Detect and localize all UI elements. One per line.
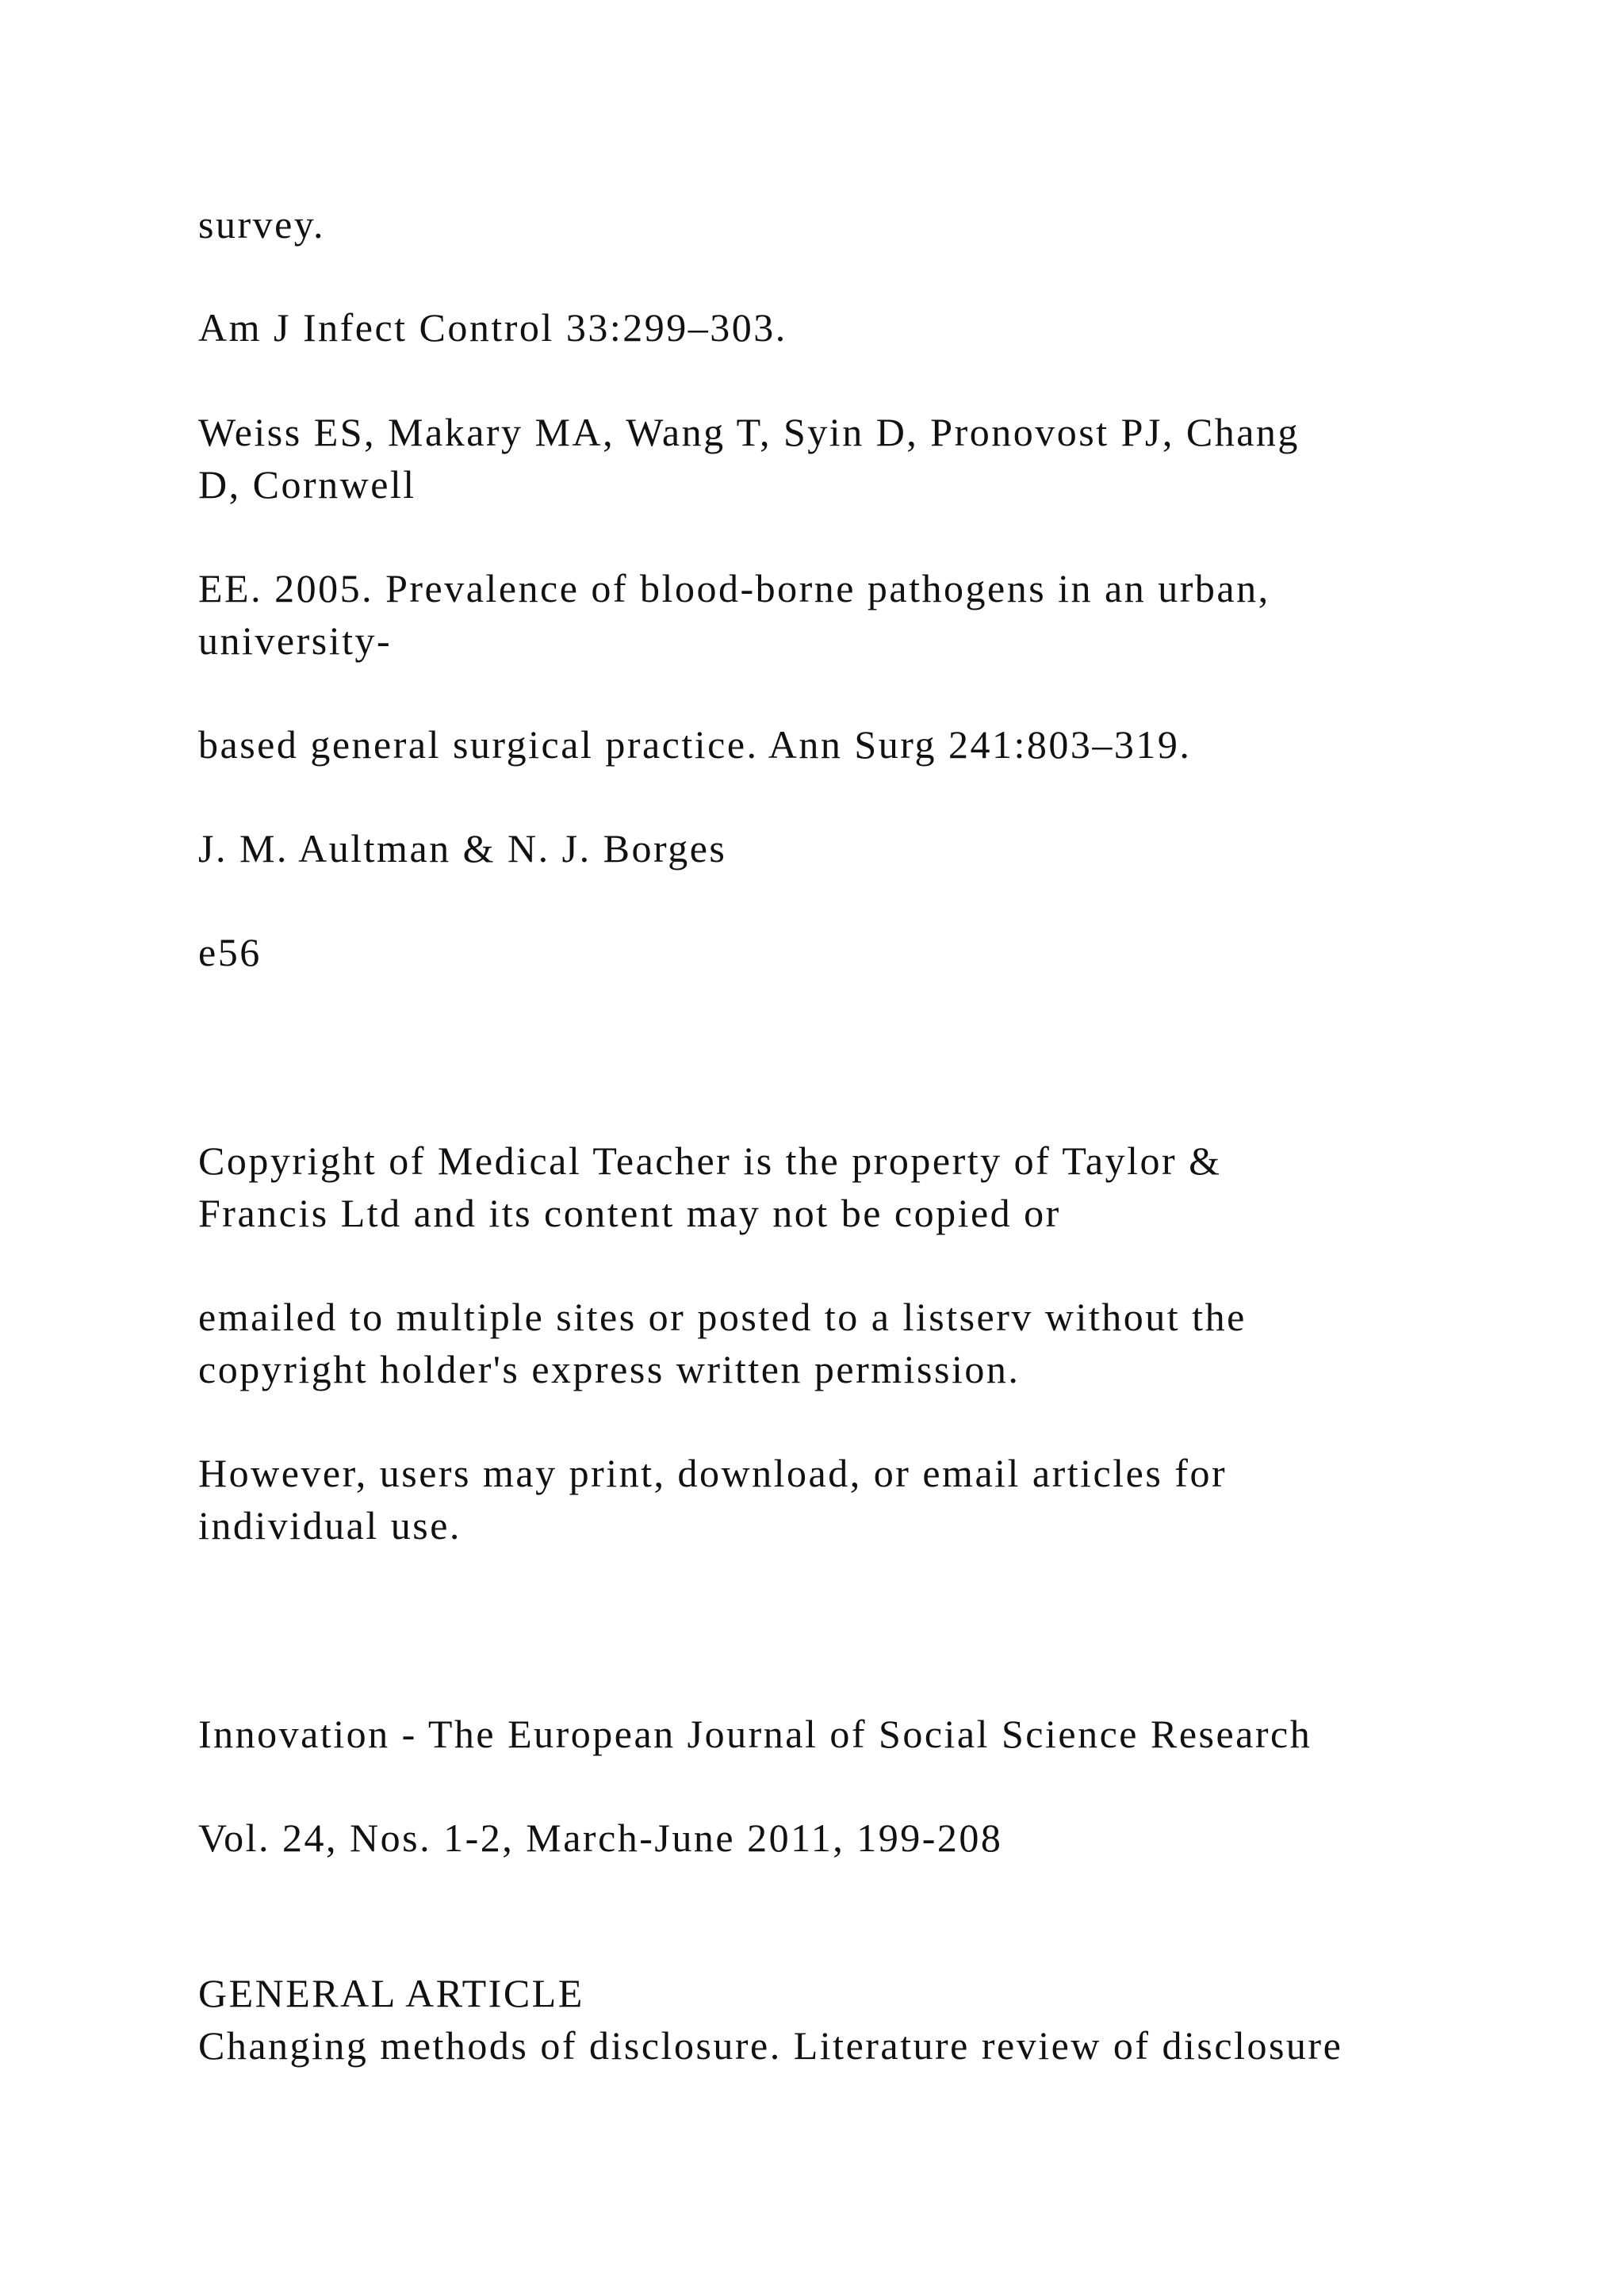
copyright-notice-line: individual use. xyxy=(198,1503,462,1548)
article-type: GENERAL ARTICLE xyxy=(198,1971,584,2015)
copyright-notice-line: Francis Ltd and its content may not be copied or xyxy=(198,1191,1061,1235)
text-line: based general surgical practice. Ann Surg 241:803–319. xyxy=(198,722,1192,767)
copyright-notice-line: copyright holder's express written permission. xyxy=(198,1347,1021,1391)
journal-title: Innovation - The European Journal of Social Science Research xyxy=(198,1712,1312,1756)
journal-issue: Vol. 24, Nos. 1-2, March-June 2011, 199-208 xyxy=(198,1816,1003,1860)
copyright-notice-line: emailed to multiple sites or posted to a listserv without the xyxy=(198,1295,1247,1339)
text-line: university- xyxy=(198,618,393,663)
text-line: Am J Infect Control 33:299–303. xyxy=(198,305,787,350)
text-line: D, Cornwell xyxy=(198,462,416,507)
article-title: Changing methods of disclosure. Literature review of disclosure xyxy=(198,2023,1343,2068)
text-line: Weiss ES, Makary MA, Wang T, Syin D, Pronovost PJ, Chang xyxy=(198,410,1300,454)
text-line: EE. 2005. Prevalence of blood-borne pathogens in an urban, xyxy=(198,566,1270,610)
copyright-notice-line: Copyright of Medical Teacher is the property of Taylor & xyxy=(198,1138,1222,1183)
page-number: e56 xyxy=(198,930,262,974)
text-line: survey. xyxy=(198,202,326,247)
text-line: J. M. Aultman & N. J. Borges xyxy=(198,826,727,871)
copyright-notice-line: However, users may print, download, or email articles for xyxy=(198,1451,1228,1495)
